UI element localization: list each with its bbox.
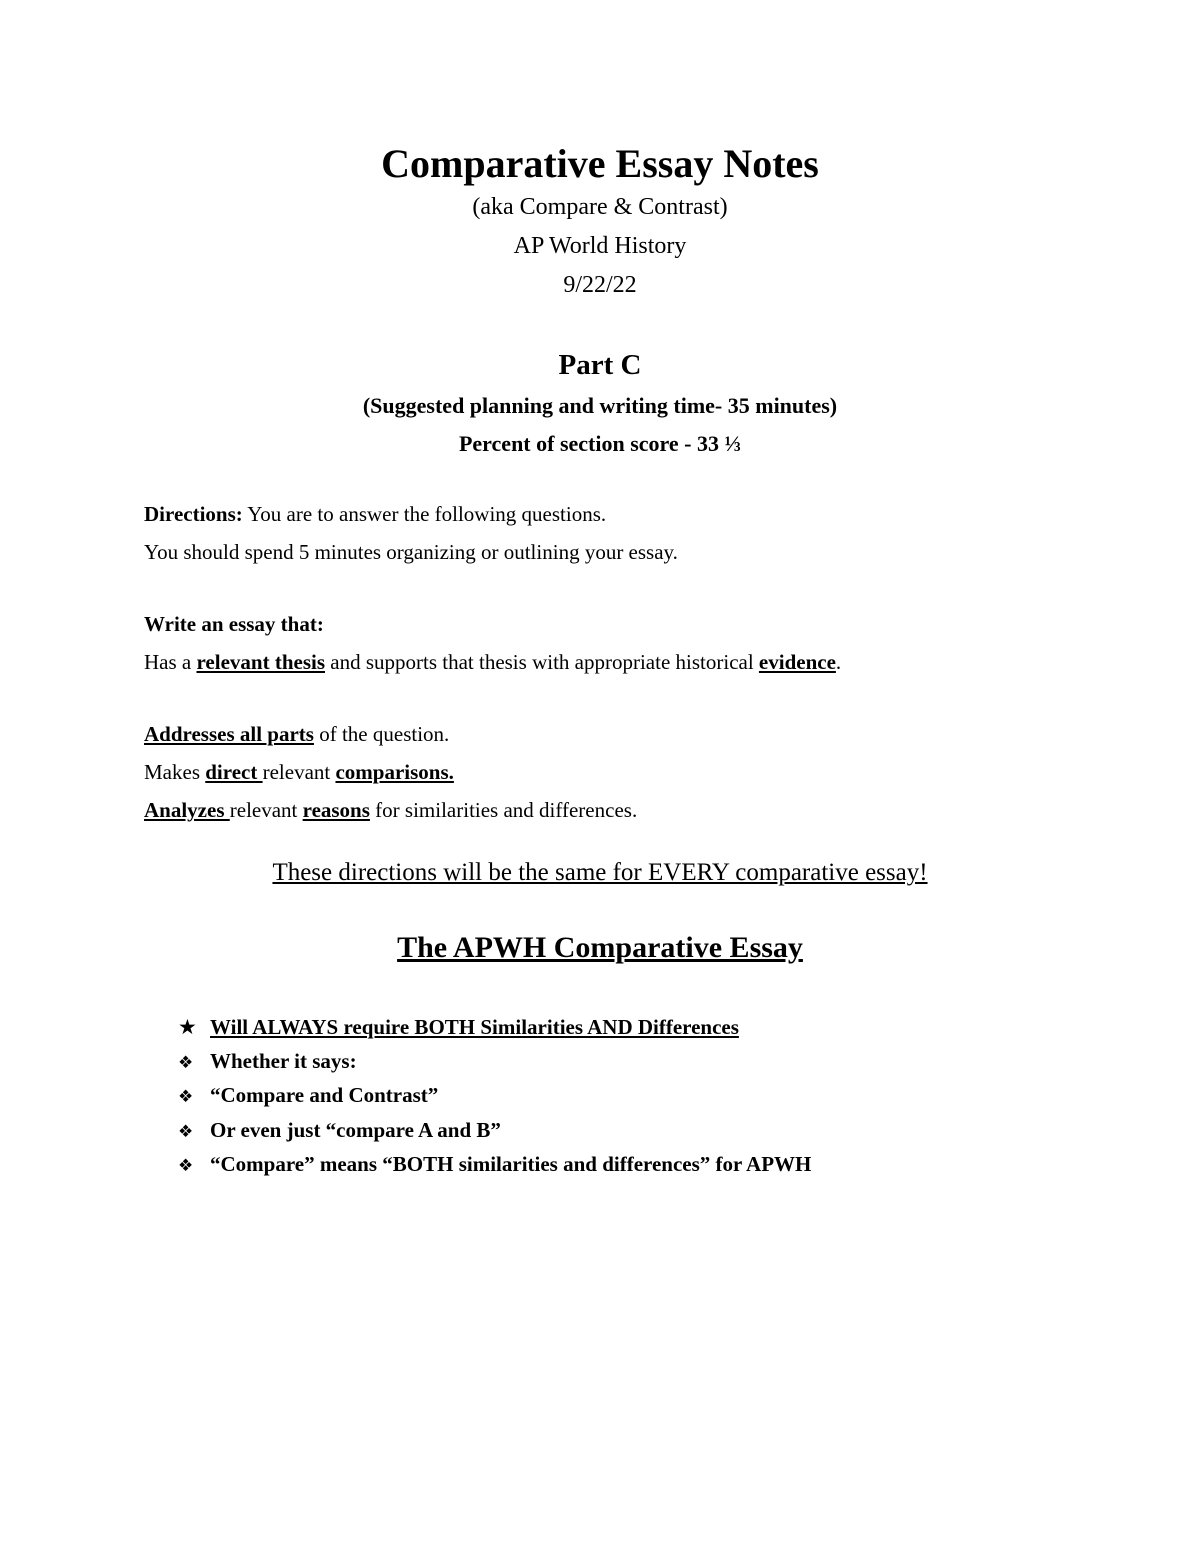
document-header	[144, 140, 1056, 305]
part-c-heading: Part C	[558, 349, 642, 381]
directions-line	[144, 495, 1056, 533]
directions-label: Directions:	[144, 502, 243, 526]
analyzes-mid: relevant	[229, 798, 303, 822]
directions-section	[144, 495, 1056, 571]
part-c-section	[144, 343, 1056, 463]
callout-line	[144, 859, 1056, 887]
doc-date: 9/22/22	[563, 272, 637, 298]
directions-text: You are to answer the following questions.	[242, 502, 607, 526]
apwh-section-heading-text: The APWH Comparative Essay	[397, 931, 803, 964]
doc-course: AP World History	[513, 233, 687, 259]
bullet-text-compare-means: “Compare” means “BOTH similarities and differences” for APWH	[210, 1152, 812, 1176]
diamond-bullet-icon: ❖	[178, 1156, 194, 1175]
evidence-emphasis: evidence	[758, 650, 836, 674]
diamond-bullet-icon: ❖	[178, 1121, 194, 1141]
thesis-post: .	[835, 650, 842, 674]
directions-line-2: You should spend 5 minutes organizing or outlining your essay.	[144, 540, 678, 564]
thesis-line	[144, 643, 1056, 681]
addresses-post: of the question.	[313, 722, 450, 746]
list-item	[144, 1045, 1056, 1080]
part-c-score-line: Percent of section score - 33 ⅓	[458, 431, 742, 456]
reasons-emphasis: reasons	[302, 798, 370, 822]
list-item	[144, 1079, 1056, 1114]
comparisons-emphasis: comparisons.	[335, 760, 454, 784]
bullet-text-compare-a-b: Or even just “compare A and B”	[210, 1117, 501, 1142]
analyzes-emphasis: Analyzes	[144, 798, 230, 822]
diamond-bullet-icon: ❖	[178, 1087, 194, 1106]
makes-mid: relevant	[262, 760, 336, 784]
analyzes-post: for similarities and differences.	[369, 798, 638, 822]
star-bullet-icon: ★	[178, 1015, 197, 1039]
apwh-section-heading	[144, 931, 1056, 965]
addresses-emphasis: Addresses all parts	[144, 722, 314, 746]
requirements-section	[144, 715, 1056, 829]
bullet-text-whether: Whether it says:	[210, 1048, 357, 1073]
essay-intro-line: Write an essay that:	[144, 612, 324, 636]
analyzes-line	[144, 791, 1056, 829]
list-item	[144, 1114, 1056, 1149]
list-item	[144, 1011, 1056, 1045]
bullet-text-compare-contrast: “Compare and Contrast”	[210, 1083, 439, 1107]
doc-subtitle: (aka Compare & Contrast)	[472, 194, 728, 220]
callout-text: These directions will be the same for EVERY comparative essay!	[272, 859, 928, 886]
makes-pre: Makes	[144, 760, 206, 784]
part-c-time-line: (Suggested planning and writing time- 35 minutes)	[362, 393, 838, 418]
list-item	[144, 1148, 1056, 1183]
doc-title: Comparative Essay Notes	[381, 141, 819, 186]
thesis-emphasis: relevant thesis	[196, 650, 325, 674]
essay-intro-section	[144, 605, 1056, 681]
makes-line	[144, 753, 1056, 791]
addresses-line	[144, 715, 1056, 753]
bullet-list	[144, 1011, 1056, 1183]
bullet-text-always-require: Will ALWAYS require BOTH Similarities AND Differences	[210, 1015, 739, 1039]
direct-emphasis: direct	[205, 760, 263, 784]
thesis-mid: and supports that thesis with appropriate historical	[325, 650, 759, 674]
thesis-pre: Has a	[144, 650, 197, 674]
diamond-bullet-icon: ❖	[178, 1052, 194, 1072]
